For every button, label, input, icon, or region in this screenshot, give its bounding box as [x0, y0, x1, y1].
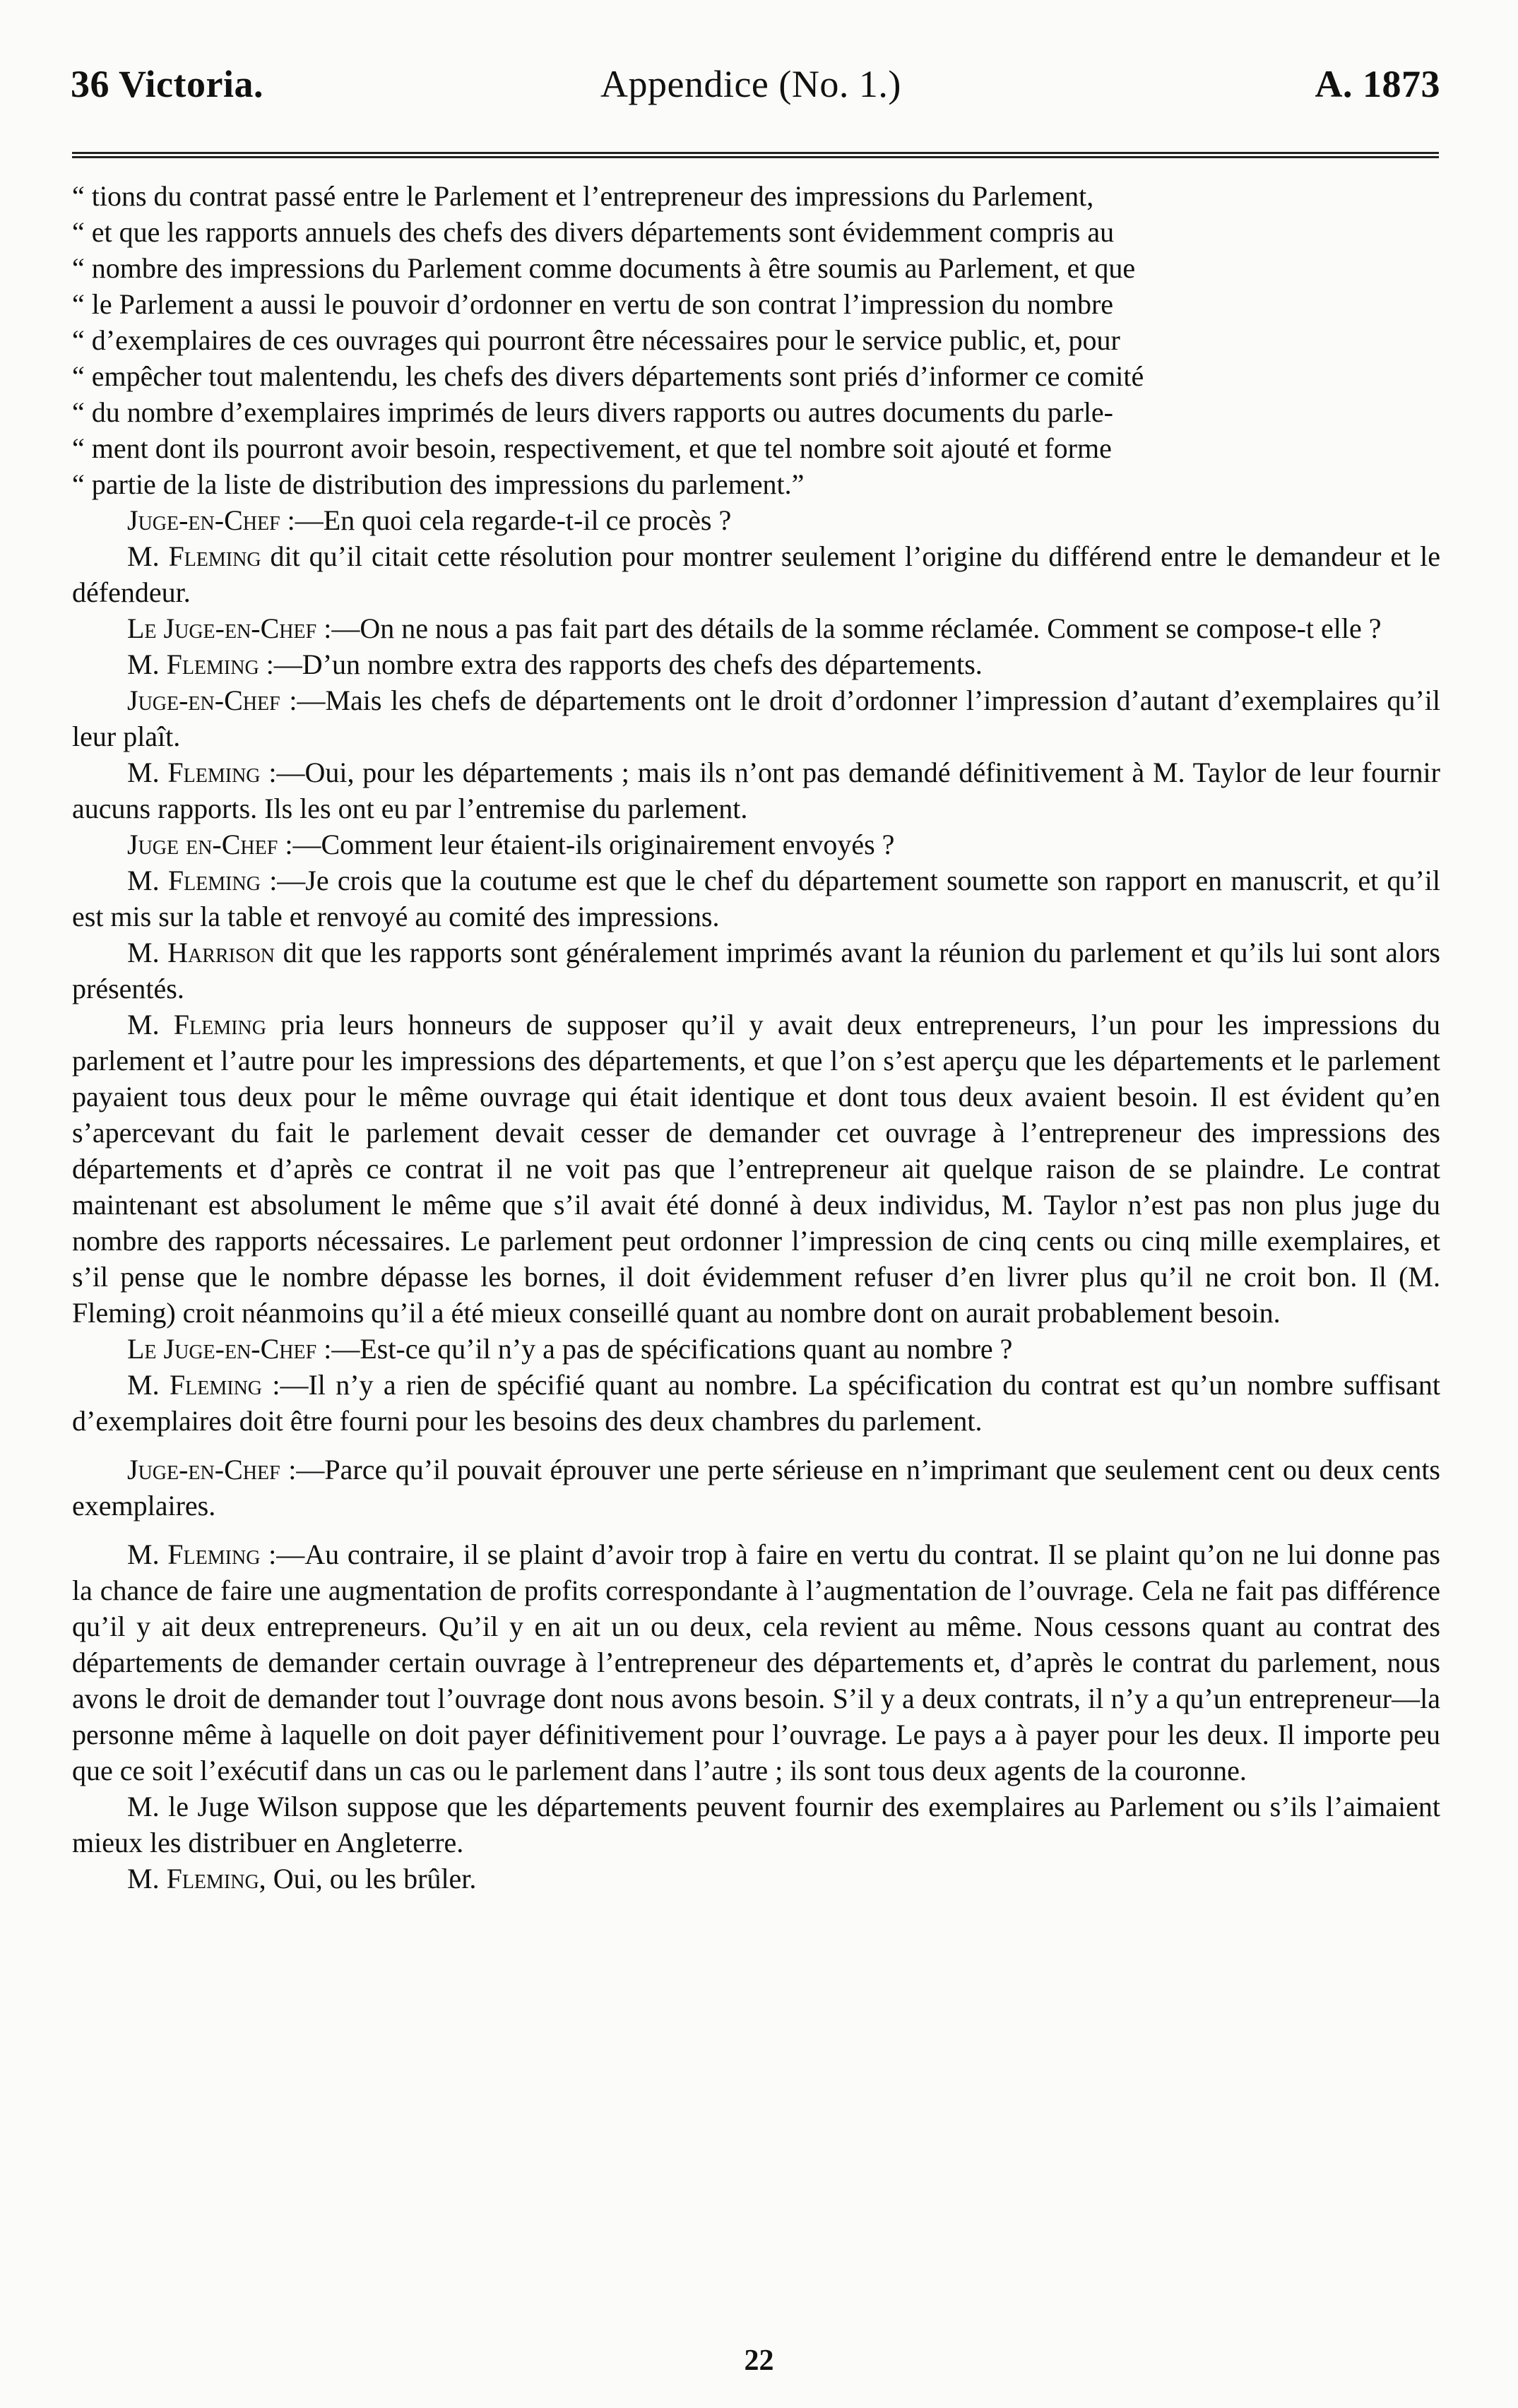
paragraph	[72, 646, 1440, 682]
speaker: M. Fleming	[127, 757, 261, 788]
quote-line: “ et que les rapports annuels des chefs des divers départements sont évidemment compris au	[72, 216, 1115, 248]
paragraph	[72, 754, 1440, 826]
speaker: M. Fleming	[127, 648, 259, 680]
paragraph	[72, 1536, 1440, 1789]
paragraph-text: :—Oui, pour les départements ; mais ils n’ont pas demandé définitivement à M. Taylor de leur fournir aucuns rapports. Ils les ont eu par l’entremise du parlement.	[72, 757, 1440, 824]
paragraph	[72, 682, 1440, 754]
paragraph-text: :—Au contraire, il se plaint d’avoir trop à faire en vertu du contrat. Il se plaint qu’on ne lui donne pas la chance de faire une augmentation de profits correspondante à l’augmentation de l’ouvrage. Cela ne fait pas différence qu’il y ait deux entrepreneurs. Qu’il y en ait un ou deux, cela revient au même. Nous cessons quant au contrat des départements de demander certain ouvrage à l’entrepreneur des départements et, d’après le contrat du parlement, nous avons le droit de demander tout l’ouvrage dont nous avons besoin. S’il y a deux contrats, il n’y a qu’un entrepreneur—la personne même à laquelle on doit payer définitivement pour l’ouvrage. Le pays a à payer pour les deux. Il importe peu que ce soit l’exécutif dans un cas ou le parlement dans l’autre ; ils sont tous deux agents de la couronne.	[72, 1538, 1440, 1786]
paragraph-text: :—Je crois que la coutume est que le chef du département soumette son rapport en manuscrit, et qu’il est mis sur la table et renvoyé au comité des impressions.	[72, 865, 1440, 932]
speaker: Juge-en-Chef	[127, 1454, 280, 1485]
quote-line: “ ment dont ils pourront avoir besoin, respectivement, et que tel nombre soit ajouté et forme	[72, 432, 1112, 464]
quote-line: “ tions du contrat passé entre le Parlement et l’entrepreneur des impressions du Parlement,	[72, 180, 1094, 212]
speaker: M. le Juge Wilson	[127, 1791, 338, 1822]
speaker: M. Harrison	[127, 937, 275, 968]
paragraph	[72, 1789, 1440, 1861]
paragraph	[72, 826, 1440, 862]
speaker: Juge-en-Chef	[127, 684, 280, 716]
speaker: Juge-en-Chef	[127, 504, 280, 536]
paragraph-text: dit qu’il citait cette résolution pour montrer seulement l’origine du différend entre le demandeur et le défendeur.	[72, 540, 1440, 608]
paragraph-text: suppose que les départements peuvent fournir des exemplaires au Parlement ou s’ils l’aimaient mieux les distribuer en Angleterre.	[72, 1791, 1440, 1858]
running-head	[71, 62, 1440, 119]
paragraph-text: :—D’un nombre extra des rapports des chefs des départements.	[259, 648, 983, 680]
speaker: Le Juge-en-Chef	[127, 1333, 317, 1365]
paragraph-text: :—Parce qu’il pouvait éprouver une perte sérieuse en n’imprimant que seulement cent ou deux cents exemplaires.	[72, 1454, 1440, 1522]
paragraph	[72, 538, 1440, 610]
quote-line: “ d’exemplaires de ces ouvrages qui pourront être nécessaires pour le service public, et, pour	[72, 324, 1120, 356]
header-center: Appendice (No. 1.)	[600, 63, 901, 105]
paragraph-text: :—Comment leur étaient-ils originairement envoyés ?	[278, 829, 895, 860]
paragraph	[72, 935, 1440, 1007]
speaker: M. Fleming	[127, 540, 261, 572]
speaker: Le Juge-en-Chef	[127, 612, 317, 644]
speaker: M. Fleming	[127, 1009, 266, 1040]
paragraph	[72, 502, 1440, 538]
quote-line: “ empêcher tout malentendu, les chefs des divers départements sont priés d’informer ce comité	[72, 360, 1144, 392]
paragraph	[72, 1861, 1440, 1897]
paragraph-text: :—On ne nous a pas fait part des détails de la somme réclamée. Comment se compose-t elle ?	[316, 612, 1382, 644]
paragraph-text: :—Mais les chefs de départements ont le droit d’ordonner l’impression d’autant d’exemplaires qu’il leur plaît.	[72, 684, 1440, 752]
page-number: 22	[744, 2344, 774, 2377]
paragraph	[72, 1367, 1440, 1439]
paragraph	[72, 1452, 1440, 1524]
paragraph-text: pria leurs honneurs de supposer qu’il y avait deux entrepreneurs, l’un pour les impressions du parlement et l’autre pour les impressions des départements, et que l’on s’est aperçu que les départements et le parlement payaient tous deux pour le même ouvrage qui était identique et dont tous deux avaient besoin. Il est évident qu’en s’apercevant du fait le parlement devait cesser de demander cet ouvrage à l’entrepreneur des impressions des départements et d’après ce contrat il ne voit pas que l’entrepreneur ait quelque raison de se plaindre. Le contrat maintenant est absolument le même que s’il avait été donné à deux individus, M. Taylor n’est pas non plus juge du nombre des rapports nécessaires. Le parlement peut ordonner l’impression de cinq cents ou cinq mille exemplaires, et s’il pense que le nombre dépasse les bornes, il doit évidemment refuser d’en livrer plus qu’il ne croit bon. Il (M. Fleming) croit néanmoins qu’il a été mieux conseillé quant au nombre dont on aurait probablement besoin.	[72, 1009, 1440, 1329]
paragraph-text: :—Est-ce qu’il n’y a pas de spécifications quant au nombre ?	[316, 1333, 1013, 1365]
paragraph-text: Oui, ou les brûler.	[266, 1863, 477, 1894]
quote-line: “ nombre des impressions du Parlement comme documents à être soumis au Parlement, et que	[72, 252, 1136, 284]
header-left: 36 Victoria.	[71, 63, 263, 105]
header-rule	[72, 152, 1439, 159]
quote-line: “ le Parlement a aussi le pouvoir d’ordonner en vertu de son contrat l’impression du nombre	[72, 288, 1114, 320]
paragraph-text: :—Il n’y a rien de spécifié quant au nombre. La spécification du contrat est qu’un nombre suffisant d’exemplaires doit être fourni pour les besoins des deux chambres du parlement.	[72, 1369, 1440, 1437]
paragraph	[72, 862, 1440, 935]
paragraph	[72, 1331, 1440, 1367]
speaker: M. Fleming,	[127, 1863, 266, 1894]
speaker: Juge en-Chef	[127, 829, 278, 860]
speaker: M. Fleming	[127, 1538, 261, 1570]
page-body	[72, 178, 1440, 1897]
speaker: M. Fleming	[127, 865, 261, 896]
quote-line: “ partie de la liste de distribution des impressions du parlement.”	[72, 468, 805, 500]
quote-line: “ du nombre d’exemplaires imprimés de leurs divers rapports ou autres documents du parle-	[72, 396, 1114, 428]
paragraph-text: :—En quoi cela regarde-t-il ce procès ?	[280, 504, 732, 536]
header-right: A. 1873	[1315, 63, 1440, 105]
paragraph-text: dit que les rapports sont généralement imprimés avant la réunion du parlement et qu’ils lui sont alors présentés.	[72, 937, 1440, 1004]
paragraph	[72, 1007, 1440, 1331]
paragraph	[72, 610, 1440, 646]
speaker: M. Fleming	[127, 1369, 263, 1401]
